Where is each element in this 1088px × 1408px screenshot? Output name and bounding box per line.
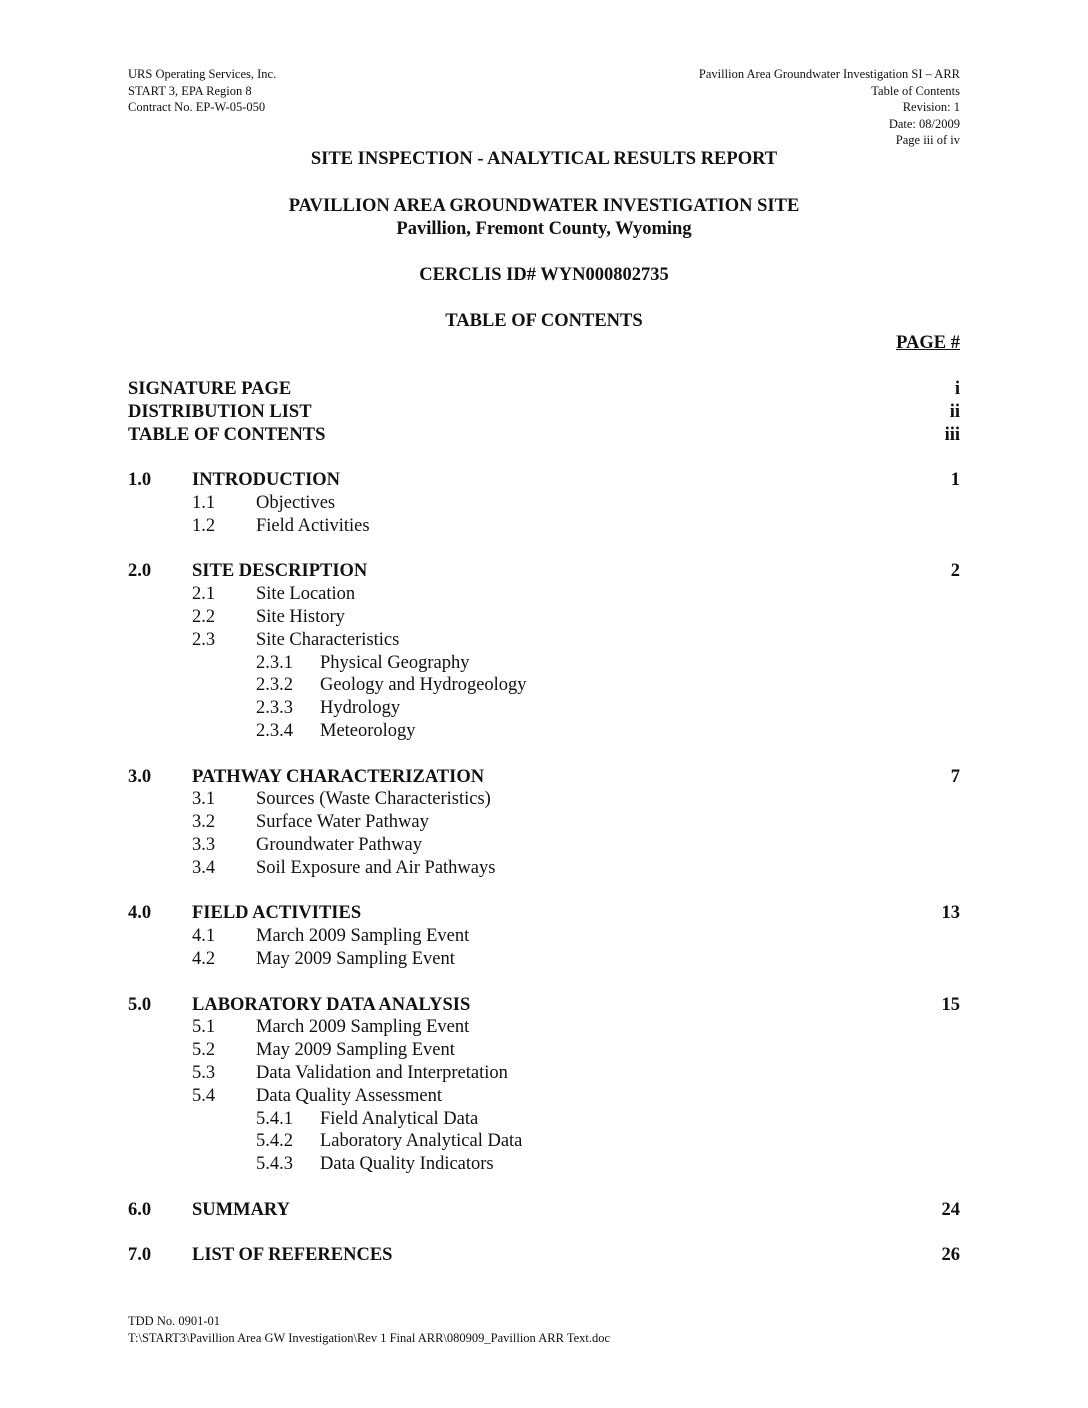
toc-subsection-title: March 2009 Sampling Event xyxy=(256,1017,470,1038)
toc-section-title: SITE DESCRIPTION xyxy=(192,561,368,582)
header-company: URS Operating Services, Inc. xyxy=(128,67,277,81)
toc-subsection-title: Surface Water Pathway xyxy=(256,812,429,833)
toc-section-number: 5.0 xyxy=(128,994,152,1015)
toc-heading: TABLE OF CONTENTS xyxy=(445,311,643,331)
toc-section xyxy=(128,1199,960,1222)
toc-section-page: 13 xyxy=(941,903,960,924)
toc-subsubsection-title: Meteorology xyxy=(320,720,416,741)
toc-subsection xyxy=(128,788,960,811)
toc-subsubsection xyxy=(128,1108,960,1131)
page-number-heading: PAGE # xyxy=(896,333,960,353)
toc-subsection-title: March 2009 Sampling Event xyxy=(256,926,470,947)
toc-subsection xyxy=(128,1016,960,1039)
toc-subsection-number: 3.2 xyxy=(192,812,216,833)
toc-subsubsection-number: 2.3.2 xyxy=(256,675,293,696)
toc-subsection-title: Sources (Waste Characteristics) xyxy=(256,789,491,810)
toc-subsection-number: 1.2 xyxy=(192,515,216,536)
site-name: PAVILLION AREA GROUNDWATER INVESTIGATION SITE xyxy=(288,196,800,216)
toc-section-title: INTRODUCTION xyxy=(192,470,341,491)
toc-entry-page: ii xyxy=(949,401,960,422)
header-document: Pavillion Area Groundwater Investigation SI – ARR xyxy=(698,67,960,81)
toc-section xyxy=(128,766,960,789)
toc-subsection xyxy=(128,492,960,515)
toc-subsection-title: Site Location xyxy=(256,584,356,605)
toc-subsection-number: 2.1 xyxy=(192,584,216,605)
toc-subsubsection-title: Data Quality Indicators xyxy=(320,1154,494,1175)
toc-subsection-number: 5.3 xyxy=(192,1062,216,1083)
toc-subsection-title: Site History xyxy=(256,606,345,627)
toc-entry-title: DISTRIBUTION LIST xyxy=(128,401,312,422)
toc-subsection-number: 5.1 xyxy=(192,1017,216,1038)
toc-subsubsection-number: 5.4.3 xyxy=(256,1154,293,1175)
toc-section-page: 15 xyxy=(941,994,960,1015)
toc-subsection xyxy=(128,515,960,538)
toc-subsubsection-number: 2.3.1 xyxy=(256,652,293,673)
toc-subsection-number: 4.1 xyxy=(192,926,216,947)
toc-subsubsection xyxy=(128,674,960,697)
toc-subsection-title: May 2009 Sampling Event xyxy=(256,1040,455,1061)
toc-subsubsection-number: 5.4.1 xyxy=(256,1108,293,1129)
toc-subsection-number: 3.4 xyxy=(192,857,216,878)
toc-subsubsection xyxy=(128,697,960,720)
toc-subsection-title: Groundwater Pathway xyxy=(256,834,422,855)
toc-section-page: 1 xyxy=(950,470,960,491)
toc-subsubsection xyxy=(128,652,960,675)
site-title xyxy=(0,195,1088,241)
header-date: Date: 08/2009 xyxy=(888,116,960,131)
toc-section-number: 6.0 xyxy=(128,1199,152,1220)
table-of-contents xyxy=(128,378,960,1267)
toc-subsection xyxy=(128,583,960,606)
header-revision: Revision: 1 xyxy=(902,100,960,114)
toc-section xyxy=(128,994,960,1017)
toc-subsection-title: Data Quality Assessment xyxy=(256,1085,443,1106)
toc-subsection-number: 5.4 xyxy=(192,1085,216,1106)
toc-subsection-title: Soil Exposure and Air Pathways xyxy=(256,857,496,878)
toc-subsection-title: Objectives xyxy=(256,492,336,513)
toc-subsection xyxy=(128,606,960,629)
toc-section-title: PATHWAY CHARACTERIZATION xyxy=(192,766,485,787)
toc-subsubsection-title: Physical Geography xyxy=(320,652,470,673)
toc-section-title: SUMMARY xyxy=(192,1199,291,1220)
toc-subsection xyxy=(128,629,960,652)
toc-entry-page: iii xyxy=(944,424,960,445)
header-page: Page iii of iv xyxy=(895,133,960,147)
toc-subsection-number: 2.3 xyxy=(192,629,216,650)
toc-entry-title: SIGNATURE PAGE xyxy=(128,379,292,399)
footer-tdd: TDD No. 0901-01 xyxy=(128,1314,221,1328)
toc-subsection xyxy=(128,948,960,971)
header-right xyxy=(699,66,960,149)
toc-section-number: 4.0 xyxy=(128,903,152,924)
toc-subsection xyxy=(128,857,960,880)
toc-subsection xyxy=(128,1062,960,1085)
toc-subsection-number: 2.2 xyxy=(192,606,216,627)
toc-section-number: 2.0 xyxy=(128,561,152,582)
report-title: SITE INSPECTION - ANALYTICAL RESULTS REPORT xyxy=(310,149,778,169)
header-section: Table of Contents xyxy=(871,83,960,98)
toc-section-number: 7.0 xyxy=(128,1245,152,1266)
header-contract: Contract No. EP-W-05-050 xyxy=(128,100,266,114)
toc-subsection-number: 3.1 xyxy=(192,789,216,810)
toc-subsubsection-title: Hydrology xyxy=(320,698,401,719)
toc-section-title: FIELD ACTIVITIES xyxy=(192,903,362,924)
toc-subsubsection-number: 5.4.2 xyxy=(256,1131,293,1152)
toc-entry-title: TABLE OF CONTENTS xyxy=(128,424,326,445)
cerclis-id: CERCLIS ID# WYN000802735 xyxy=(419,265,669,285)
toc-section-title: LIST OF REFERENCES xyxy=(192,1245,393,1266)
toc-section-page: 2 xyxy=(950,561,960,582)
toc-subsection xyxy=(128,834,960,857)
toc-subsection-number: 3.3 xyxy=(192,834,216,855)
toc-subsubsection-title: Geology and Hydrogeology xyxy=(320,675,527,696)
toc-section xyxy=(128,469,960,492)
toc-section-page: 7 xyxy=(950,766,960,787)
toc-subsubsection-title: Laboratory Analytical Data xyxy=(320,1131,523,1152)
toc-subsection xyxy=(128,1039,960,1062)
toc-subsection-title: May 2009 Sampling Event xyxy=(256,948,455,969)
toc-subsection-title: Data Validation and Interpretation xyxy=(256,1062,508,1083)
toc-section xyxy=(128,1244,960,1267)
toc-subsection-number: 1.1 xyxy=(192,492,216,513)
toc-subsubsection-number: 2.3.4 xyxy=(256,720,293,741)
footer-filepath: T:\START3\Pavillion Area GW Investigation\Rev 1 Final ARR\080909_Pavillion ARR Text.doc xyxy=(128,1330,611,1345)
toc-entry xyxy=(128,378,960,401)
toc-section-page: 26 xyxy=(941,1245,960,1266)
footer xyxy=(128,1313,610,1346)
toc-subsection xyxy=(128,811,960,834)
toc-subsection xyxy=(128,925,960,948)
toc-section-number: 3.0 xyxy=(128,766,152,787)
header-left xyxy=(128,66,276,116)
toc-subsection xyxy=(128,1085,960,1108)
toc-subsection-title: Site Characteristics xyxy=(256,629,400,650)
toc-subsubsection xyxy=(128,1153,960,1176)
toc-section-number: 1.0 xyxy=(128,470,152,491)
toc-section xyxy=(128,902,960,925)
toc-entry-page: i xyxy=(954,379,960,399)
site-location: Pavillion, Fremont County, Wyoming xyxy=(396,219,692,239)
toc-entry xyxy=(128,401,960,424)
toc-subsection-title: Field Activities xyxy=(256,515,370,536)
toc-section-title: LABORATORY DATA ANALYSIS xyxy=(192,994,471,1015)
header-program: START 3, EPA Region 8 xyxy=(128,83,252,98)
toc-section xyxy=(128,560,960,583)
toc-section-page: 24 xyxy=(941,1199,960,1220)
toc-entry xyxy=(128,424,960,447)
toc-subsection-number: 4.2 xyxy=(192,948,216,969)
toc-subsubsection xyxy=(128,1130,960,1153)
toc-subsubsection xyxy=(128,720,960,743)
toc-subsubsection-title: Field Analytical Data xyxy=(320,1108,479,1129)
toc-subsection-number: 5.2 xyxy=(192,1040,216,1061)
toc-subsubsection-number: 2.3.3 xyxy=(256,698,293,719)
